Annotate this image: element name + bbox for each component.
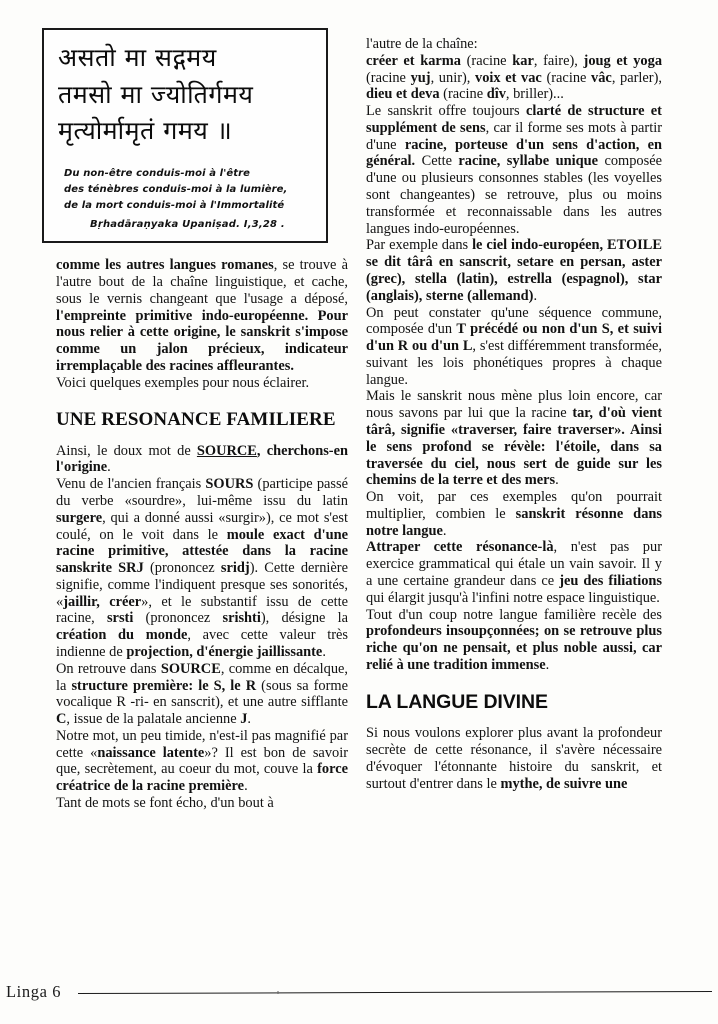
text-run: C xyxy=(56,711,67,728)
text-run: Venu de l'ancien français xyxy=(56,476,206,493)
text-run: le ciel indo-européen, ETOILE se dit târâ en sanscrit, setare en persan, aster (grec), stella (latin), estrella (espagnol), star (anglais), sterne (allemand) xyxy=(366,237,662,304)
devanagari-verse xyxy=(50,38,320,156)
text-run: dîv xyxy=(486,86,506,103)
text-run: . xyxy=(244,778,248,795)
text-run: l'empreinte primitive indo-européenne. Pour nous relier à cette origine, le sanskrit s'impose comme un jalon précieux, indicateur irremplaçable des racines affleurantes. xyxy=(56,307,348,374)
text-run: , parler), xyxy=(611,69,662,86)
text-run: Le sanskrit offre toujours xyxy=(366,103,526,120)
translation-line-1: Du non-être conduis-moi à l'être xyxy=(64,167,251,179)
text-run: , unir), xyxy=(430,69,476,86)
footer-rule xyxy=(78,991,712,994)
text-run: . xyxy=(533,287,538,304)
text-run: (racine xyxy=(366,69,411,86)
text-run: Tout d'un coup notre langue familière recèle des xyxy=(366,606,662,623)
text-run: qui élargit jusqu'à l'infini notre espace linguistique. xyxy=(366,589,660,606)
text-run: ). Cette dernière signifie, comme l'indiquent presque ses sonorités, « xyxy=(56,560,348,610)
keyword-source: SOURCE xyxy=(196,442,257,459)
text-run: , issue de la palatale ancienne xyxy=(66,711,241,728)
text-run: surgere xyxy=(56,509,103,526)
text-run: , avec cette valeur très indienne de xyxy=(56,627,348,660)
text-run: », et le substantif issu de cette racine, xyxy=(56,593,348,627)
text-run: naissance latente xyxy=(97,744,205,761)
text-run: clarté de structure et supplément de sens xyxy=(366,103,662,136)
text-run: . xyxy=(555,472,559,489)
section-heading-langue-divine: LA LANGUE DIVINE xyxy=(366,690,548,713)
text-run: , n'est pas pur exercice grammatical qui étale un vain savoir. Il y a une certaine grandeur dans ce xyxy=(366,539,662,589)
text-run: structure première: le S, le R xyxy=(71,677,257,694)
text-run: SOURCE xyxy=(160,660,221,677)
text-run: , qui a donné aussi «surgir»), ce mot s'est coulé, on le voit dans le xyxy=(56,509,348,543)
paragraph-racine-tar xyxy=(366,388,662,489)
text-run: On retrouve dans xyxy=(56,660,161,677)
scan-speck xyxy=(277,991,279,994)
text-run: , car il forme ses mots à partir d'une xyxy=(366,119,662,153)
devanagari-line-2: तमसो मा ज्योतिर्गमय xyxy=(58,79,254,109)
paragraph-echo-bridge: Tant de mots se font écho, d'un bout à xyxy=(56,795,274,812)
paragraph-profondeurs xyxy=(366,607,662,674)
text-run: sridj xyxy=(220,560,250,577)
text-run: racine, syllabe unique xyxy=(458,153,599,170)
text-run: , briller)... xyxy=(505,86,564,103)
text-run: (prononcez xyxy=(143,560,221,577)
paragraph-examples-intro: Voici quelques exemples pour nous éclairer. xyxy=(56,374,310,391)
text-run: yuj xyxy=(410,69,431,86)
text-run: , s'est différemment transformée, suivant les lois phonétiques propres à chaque langue. xyxy=(366,338,662,388)
text-run: mythe, de suivre une xyxy=(500,775,628,792)
paragraph-sanskrit-resonne xyxy=(366,489,662,539)
paragraph-mythe xyxy=(366,725,662,792)
text-run: créer et karma xyxy=(366,52,461,69)
text-run: T précédé ou non d'un S, et suivi d'un R ou d'un L xyxy=(366,321,662,355)
paragraph-continuation xyxy=(56,257,348,374)
translation-line-2: des ténèbres conduis-moi à la lumière, xyxy=(64,183,288,195)
paragraph-etoile-tara xyxy=(366,237,662,304)
text-run: voix et vac xyxy=(475,69,542,86)
paragraph-attraper-resonance xyxy=(366,539,662,606)
paragraph-clarte-structure xyxy=(366,103,662,237)
text-run: (racine xyxy=(460,52,513,69)
paragraph-source-word xyxy=(56,443,348,477)
text-run: , faire), xyxy=(533,52,584,69)
text-run: SOURS xyxy=(205,476,254,493)
text-run: srsti xyxy=(106,610,134,627)
text-run: Par exemple dans xyxy=(366,237,473,254)
text-run: . xyxy=(247,711,252,728)
text-run: création du monde xyxy=(56,627,188,644)
epigraph-source-citation: Bṛhadāraṇyaka Upaniṣad. I,3,28 . xyxy=(90,219,285,231)
text-run: projection, d'énergie jaillissante xyxy=(126,644,323,660)
footer-page-label: Linga 6 xyxy=(6,982,62,1001)
text-run: »? Il est bon de savoir que, secrètement, au coeur du mot, couve la xyxy=(56,744,349,778)
text-run: profondeurs insoupçonnées; on se retrouve plus riche qu'on ne pensait, et plus noble aussi, car relié à une tradition immense xyxy=(366,623,662,673)
text-run: Attraper cette résonance-là xyxy=(366,539,554,556)
devanagari-line-3: मृत्योर्मामृतं गमय ॥ xyxy=(58,116,233,145)
right-column xyxy=(366,36,662,792)
text-run: , cherchons-en l'origine xyxy=(56,442,348,476)
text-run: On peut constater qu'une séquence commune, composée d'un xyxy=(366,304,662,338)
text-run: (prononcez xyxy=(133,610,223,627)
paragraph-structure-premiere xyxy=(56,661,348,728)
text-run: J xyxy=(240,711,248,728)
text-run: (sous sa forme vocalique R -ri- en sanscrit), et une autre sifflante xyxy=(56,677,348,711)
text-run: l'autre de la chaîne: xyxy=(366,36,478,52)
text-run: force créatrice de la racine première xyxy=(56,761,348,795)
text-run: (racine xyxy=(541,69,592,86)
page-footer xyxy=(0,982,718,1008)
text-run: (participe passé du verbe «sourdre», lui-même issu du latin xyxy=(56,476,348,509)
text-run: comme les autres langues romanes xyxy=(56,257,274,274)
paragraph-chain-examples xyxy=(366,36,662,103)
text-run: ), désigne la xyxy=(260,610,348,627)
paragraph-sequence-commune xyxy=(366,305,662,389)
text-run: jeu des filiations xyxy=(559,573,662,589)
text-run: , se trouve à l'autre bout de la chaîne linguistique, et cache, sous le vernis changeant que l'usage a déposé, xyxy=(56,257,348,307)
text-run: Cette xyxy=(415,153,459,170)
epigraph-box xyxy=(42,28,328,243)
text-run: srishti xyxy=(222,610,261,627)
text-run: Ainsi, le doux mot de xyxy=(56,442,197,459)
section-heading-resonance: UNE RESONANCE FAMILIERE xyxy=(56,408,336,430)
handwritten-translation xyxy=(50,156,320,236)
text-run: On voit, par ces exemples qu'on pourrait multiplier, combien le xyxy=(366,489,662,522)
text-run: . xyxy=(442,522,447,539)
text-run: jaillir, créer xyxy=(63,593,142,610)
text-run: (racine xyxy=(439,86,487,103)
text-run: tar, d'où vient târâ, signifie «traverser, faire traverser». Ainsi le sens profond se révèle: l'étoile, dans sa traversée du ciel, nous sert de guide sur les chemins de la terre et des mers xyxy=(366,405,662,489)
text-run: , comme en décalque, la xyxy=(56,660,348,694)
left-column xyxy=(56,28,348,812)
translation-line-3: de la mort conduis-moi à l'Immortalité xyxy=(64,199,285,211)
text-run: . xyxy=(322,644,326,660)
text-run: . xyxy=(107,459,111,476)
text-run: dieu et deva xyxy=(366,86,440,103)
paragraph-naissance-latente xyxy=(56,728,348,795)
text-run: joug et yoga xyxy=(583,52,663,69)
text-run: composée d'une ou plusieurs consonnes stables (les voyelles sont changeantes) se retrouve, plus ou moins transformée et reconnaissable dans les autres langues indo-européennes. xyxy=(366,153,662,237)
text-run: kar xyxy=(512,52,534,69)
paragraph-etymology-sours xyxy=(56,476,348,661)
text-run: racine, porteuse d'un sens d'action, en général. xyxy=(366,136,662,170)
text-run: vâc xyxy=(591,69,612,86)
text-run: sanskrit résonne dans notre langue xyxy=(366,505,662,539)
text-run: Notre mot, un peu timide, n'est-il pas magnifié par cette « xyxy=(56,727,348,761)
devanagari-line-1: असतो मा सद्गमय xyxy=(58,43,217,72)
text-run: Si nous voulons explorer plus avant la profondeur secrète de cette résonance, il s'avère nécessaire d'évoquer l'étonnante histoire du sanskrit, et surtout d'entrer dans le xyxy=(366,725,662,792)
text-run: . xyxy=(545,656,550,673)
text-run: moule exact d'une racine primitive, attestée dans la racine sanskrite SRJ xyxy=(56,526,349,577)
text-run: Mais le sanskrit nous mène plus loin encore, car nous savons par lui que la racine xyxy=(366,388,662,422)
